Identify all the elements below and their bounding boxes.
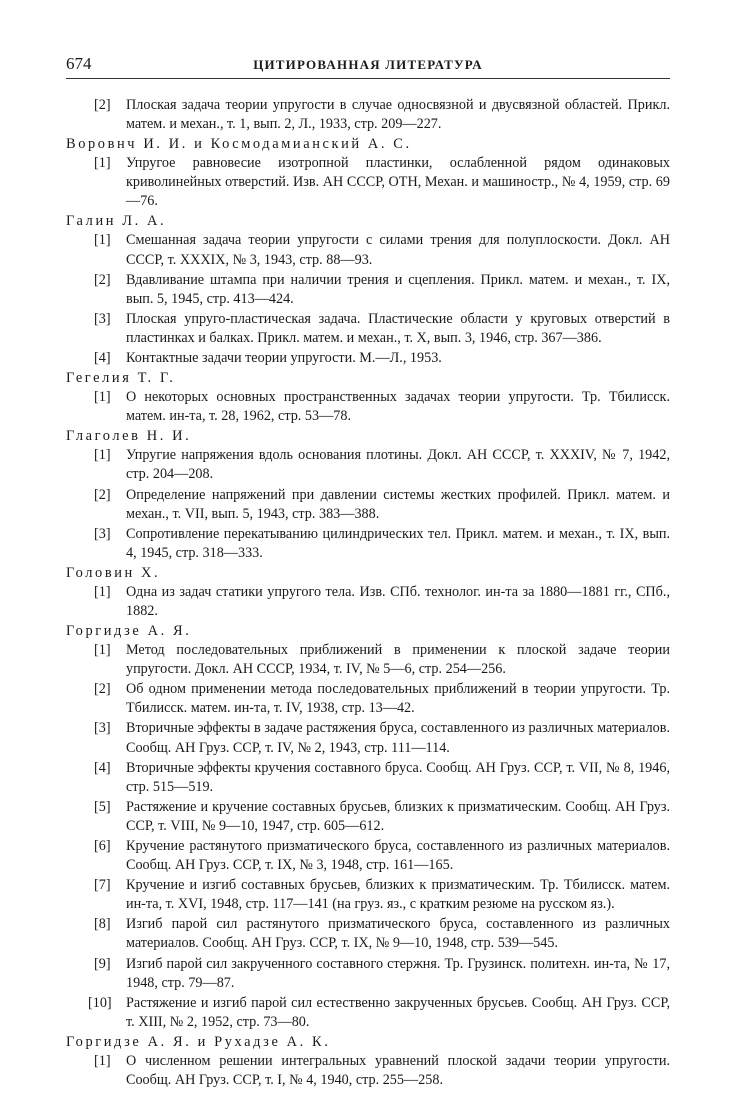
reference-entry <box>66 446 670 484</box>
reference-entry <box>66 388 670 426</box>
reference-text: Растяжение и изгиб парой сил естественно закрученных брусьев. Сообщ. АН Груз. ССР, т. XIII, № 2, 1952, стр. 73—80. <box>126 994 670 1030</box>
reference-text: Вторичные эффекты в задаче растяжения бруса, составленного из различных материалов. Сообщ. АН Груз. ССР, т. IV, № 2, 1943, стр. 111—114. <box>126 720 670 756</box>
bibliography-list <box>66 96 670 1091</box>
reference-text: Упругое равновесие изотропной пластинки, ослабленной рядом одинаковых криволинейных отверстий. Изв. АН СССР, ОТН, Механ. и машиностр., № 4, 1959, стр. 69—76. <box>126 155 670 210</box>
reference-number: [8] <box>94 916 111 933</box>
author-heading: Горгидзе А. Я. и Рухадзе А. К. <box>66 1033 331 1050</box>
reference-entry <box>66 486 670 524</box>
reference-entry <box>66 915 670 953</box>
reference-text: Метод последовательных приближений в применении к плоской задаче теории упругости. Докл. АН СССР, 1934, т. IV, № 5—6, стр. 254—256. <box>126 642 670 678</box>
author-heading: Воровнч И. И. и Космодамианский А. С. <box>66 136 412 153</box>
reference-entry <box>66 349 670 368</box>
reference-number: [1] <box>94 232 111 249</box>
reference-text: Одна из задач статики упругого тела. Изв. СПб. технолог. ин-та за 1880—1881 гг., СПб., 1882. <box>126 583 670 619</box>
reference-entry <box>66 719 670 757</box>
author-heading: Галин Л. А. <box>66 213 167 230</box>
reference-entry <box>66 994 670 1032</box>
reference-number: [1] <box>94 642 111 659</box>
reference-number: [5] <box>94 798 111 815</box>
reference-text: Плоская задача теории упругости в случае односвязной и двусвязной областей. Прикл. матем. и механ., т. 1, вып. 2, Л., 1933, стр. 209—227. <box>126 97 670 133</box>
reference-text: Вторичные эффекты кручения составного бруса. Сообщ. АН Груз. ССР, т. VII, № 8, 1946, стр. 515—519. <box>126 759 670 795</box>
reference-text: Вдавливание штампа при наличии трения и сцепления. Прикл. матем. и механ., т. IX, вып. 5, 1945, стр. 413—424. <box>126 271 670 307</box>
reference-entry <box>66 96 670 134</box>
reference-entry <box>66 798 670 836</box>
reference-entry <box>66 310 670 348</box>
reference-text: Растяжение и кручение составных брусьев, близких к призматическим. Сообщ. АН Груз. ССР, т. VIII, № 9—10, 1947, стр. 605—612. <box>126 798 670 834</box>
reference-entry <box>66 271 670 309</box>
reference-entry <box>66 231 670 269</box>
reference-number: [1] <box>94 155 111 172</box>
running-header <box>66 50 670 79</box>
reference-text: О некоторых основных пространственных задачах теории упругости. Тр. Тбилисск. матем. ин-та, т. 28, 1962, стр. 53—78. <box>126 389 670 425</box>
reference-number: [1] <box>94 583 111 600</box>
reference-number: [3] <box>94 525 111 542</box>
reference-text: О численном решении интегральных уравнений плоской задачи теории упругости. Сообщ. АН Груз. ССР, т. I, № 4, 1940, стр. 255—258. <box>126 1052 670 1089</box>
reference-number: [6] <box>94 838 111 854</box>
reference-text: Об одном применении метода последовательных приближений в теории упругости. Тр. Тбилисск. матем. ин-та, т. IV, 1938, стр. 13—42. <box>126 681 670 717</box>
reference-text: Смешанная задача теории упругости с силами трения для полуплоскости. Докл. АН СССР, т. XXXIX, № 3, 1943, стр. 88—93. <box>126 232 670 268</box>
reference-entry <box>66 583 670 621</box>
reference-text: Сопротивление перекатыванию цилиндрических тел. Прикл. матем. и механ., т. IX, вып. 4, 1945, стр. 318—333. <box>126 525 670 561</box>
reference-text: Плоская упруго-пластическая задача. Пластические области у круговых отверстий в пластинках и балках. Прикл. матем. и механ., т. X, вып. 3, 1946, стр. 367—386. <box>126 310 670 346</box>
reference-number: [3] <box>94 310 111 327</box>
reference-entry <box>66 154 670 211</box>
author-heading: Глаголев Н. И. <box>66 428 192 445</box>
reference-entry <box>66 759 670 797</box>
reference-text: Контактные задачи теории упругости. М.—Л., 1953. <box>126 350 442 367</box>
reference-text: Упругие напряжения вдоль основания плотины. Докл. АН СССР, т. XXXIV, № 7, 1942, стр. 204—208. <box>126 447 670 483</box>
reference-number: [2] <box>94 486 111 503</box>
reference-number: [4] <box>94 759 111 776</box>
reference-number: [7] <box>94 877 111 894</box>
reference-number: [1] <box>94 447 111 464</box>
reference-number: [4] <box>94 350 111 367</box>
reference-entry <box>66 1052 670 1090</box>
author-heading: Гегелия Т. Г. <box>66 370 176 387</box>
reference-entry <box>66 876 670 914</box>
author-heading: Горгидзе А. Я. <box>66 623 192 640</box>
reference-number: [10] <box>88 994 112 1011</box>
reference-entry <box>66 955 670 993</box>
reference-text: Кручение растянутого призматического бруса, составленного из различных материалов. Сообщ. АН Груз. ССР, т. IX, № 3, 1948, стр. 161—165. <box>126 838 670 874</box>
reference-number: [1] <box>94 389 111 406</box>
reference-number: [3] <box>94 720 111 737</box>
running-title: ЦИТИРОВАННАЯ ЛИТЕРАТУРА <box>253 57 483 72</box>
reference-number: [1] <box>94 1052 111 1069</box>
reference-text: Определение напряжений при давлении системы жестких профилей. Прикл. матем. и механ., т. VII, вып. 5, 1943, стр. 383—388. <box>126 486 670 522</box>
reference-text: Кручение и изгиб составных брусьев, близких к призматическим. Тр. Тбилисск. матем. ин-та, т. XVI, 1948, стр. 117—141 (на груз. яз., с кратким резюме на русском яз.). <box>126 877 670 913</box>
reference-text: Изгиб парой сил растянутого призматического бруса, составленного из различных материалов. Сообщ. АН Груз. ССР, т. IX, № 9—10, 1948, стр. 539—545. <box>126 916 670 952</box>
reference-text: Изгиб парой сил закрученного составного стержня. Тр. Грузинск. политехн. ин-та, № 17, 1948, стр. 79—87. <box>126 955 670 991</box>
reference-entry <box>66 680 670 718</box>
reference-entry <box>66 525 670 563</box>
reference-number: [2] <box>94 271 111 288</box>
reference-entry <box>66 837 670 875</box>
reference-number: [9] <box>94 955 111 972</box>
page-number: 674 <box>66 54 92 73</box>
reference-number: [2] <box>94 97 111 113</box>
reference-number: [2] <box>94 681 111 698</box>
reference-entry <box>66 641 670 679</box>
author-heading: Головин Х. <box>66 564 161 581</box>
